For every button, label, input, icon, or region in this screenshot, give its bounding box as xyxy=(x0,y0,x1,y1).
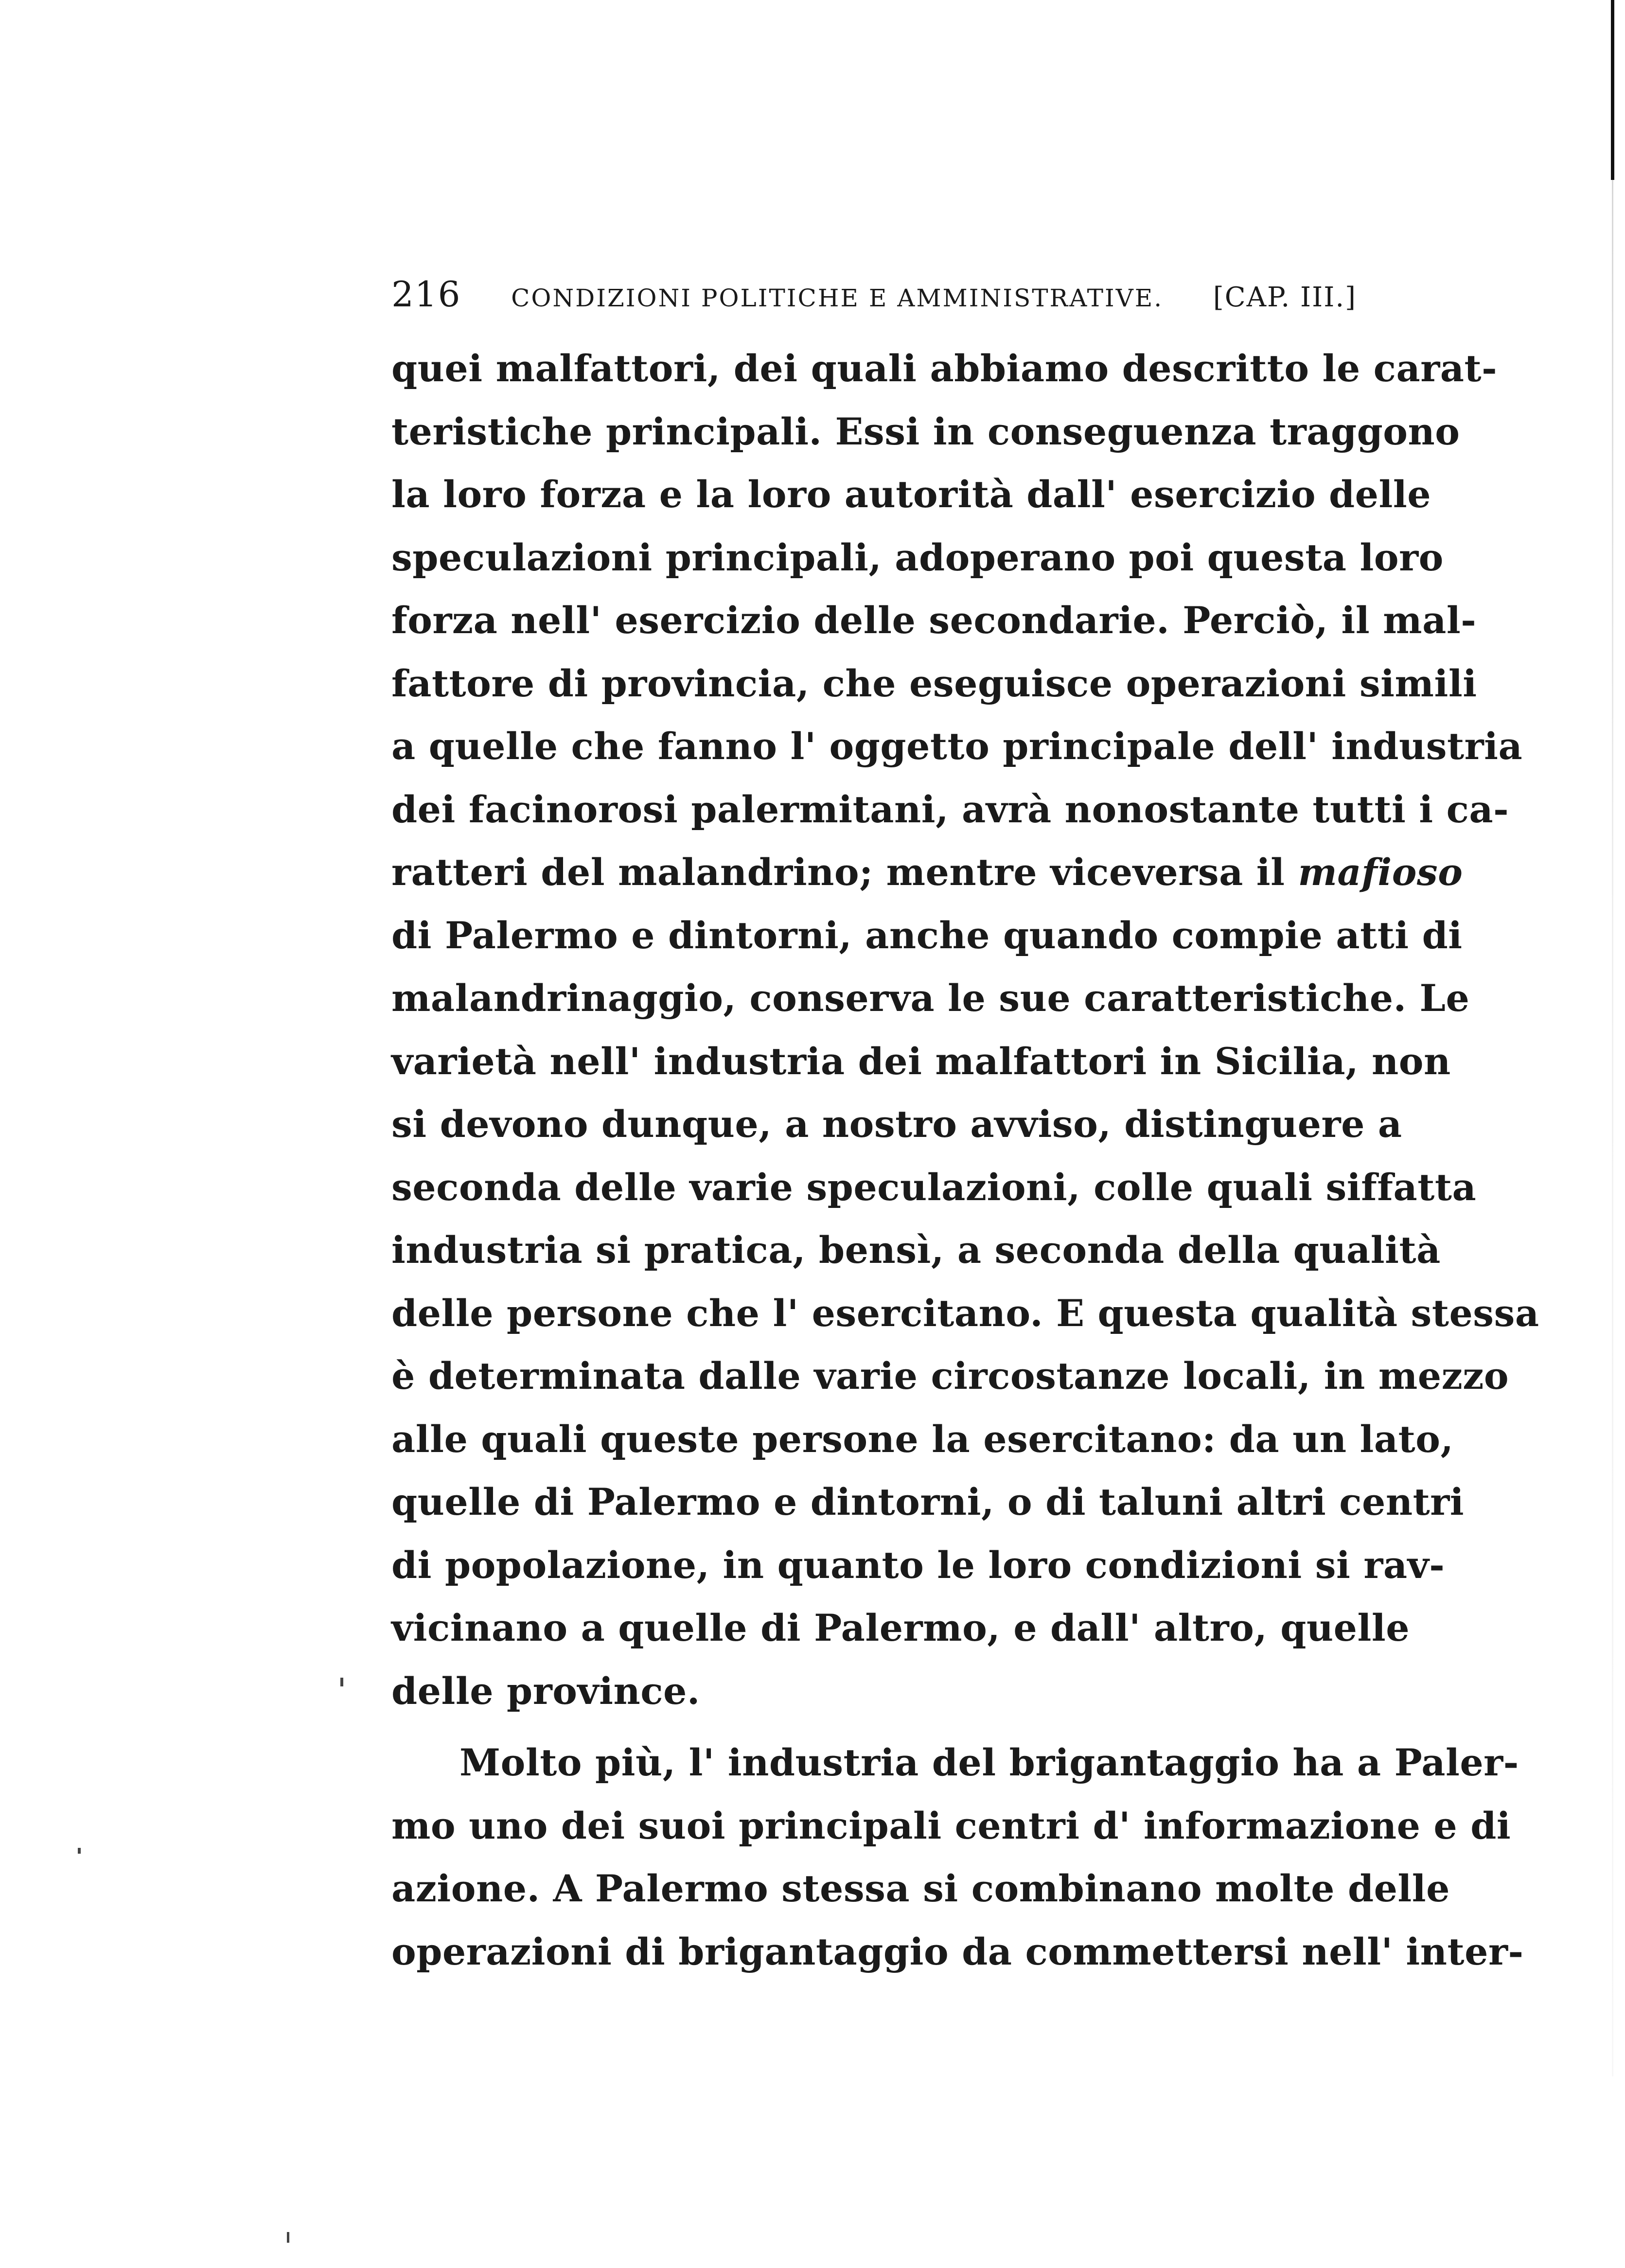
running-head-title: CONDIZIONI POLITICHE E AMMINISTRATIVE. xyxy=(511,284,1164,312)
text-line: vicinano a quelle di Palermo, e dall' altro, quelle xyxy=(391,1606,1410,1649)
text-line: mo uno dei suoi principali centri d' informazione e di xyxy=(391,1804,1511,1847)
scan-edge-shadow xyxy=(1612,180,1613,2076)
paragraph-end-line: delle province. xyxy=(391,1669,700,1713)
running-head xyxy=(391,270,1357,323)
text-line: delle persone che l' esercitano. E questa qualità stessa xyxy=(391,1291,1539,1335)
paragraph-start-line: Molto più, l' industria del brigantaggio ha a Paler- xyxy=(459,1741,1519,1784)
scan-edge-line xyxy=(1611,0,1614,180)
text-line: alle quali queste persone la esercitano: da un lato, xyxy=(391,1417,1454,1461)
italic-word-mafioso: mafioso xyxy=(1298,850,1463,894)
text-line: forza nell' esercizio delle secondarie. Perciò, il mal- xyxy=(391,599,1477,642)
text-line: azione. A Palermo stessa si combinano molte delle xyxy=(391,1867,1450,1910)
text-line-with-italic xyxy=(391,841,1463,904)
text-line: industria si pratica, bensì, a seconda della qualità xyxy=(391,1228,1441,1272)
text-line: di Palermo e dintorni, anche quando compie atti di xyxy=(391,913,1463,957)
body-text xyxy=(391,337,1539,1983)
text-line: varietà nell' industria dei malfattori in Sicilia, non xyxy=(391,1039,1451,1083)
text-line: speculazioni principali, adoperano poi questa loro xyxy=(391,535,1444,579)
text-line: malandrinaggio, conserva le sue caratteristiche. Le xyxy=(391,976,1470,1020)
scan-speck xyxy=(78,1848,81,1854)
text-line: a quelle che fanno l' oggetto principale dell' industria xyxy=(391,725,1523,768)
text-line: quei malfattori, dei quali abbiamo descritto le carat- xyxy=(391,347,1498,390)
chapter-label: [CAP. III.] xyxy=(1213,282,1357,313)
text-line-segment: ratteri del malandrino; mentre viceversa il xyxy=(391,850,1285,894)
text-line: fattore di provincia, che eseguisce operazioni simili xyxy=(391,661,1477,705)
text-line: seconda delle varie speculazioni, colle quali siffatta xyxy=(391,1165,1477,1209)
text-line: dei facinorosi palermitani, avrà nonostante tutti i ca- xyxy=(391,787,1509,831)
text-line: quelle di Palermo e dintorni, o di taluni altri centri xyxy=(391,1480,1465,1524)
scan-speck xyxy=(287,2232,289,2243)
page-number: 216 xyxy=(391,274,461,315)
text-line: la loro forza e la loro autorità dall' esercizio delle xyxy=(391,473,1431,516)
text-line: è determinata dalle varie circostanze locali, in mezzo xyxy=(391,1354,1509,1398)
text-line: si devono dunque, a nostro avviso, distinguere a xyxy=(391,1102,1402,1146)
book-page xyxy=(391,270,1539,1983)
scan-speck xyxy=(340,1678,343,1686)
text-line: teristiche principali. Essi in conseguenza traggono xyxy=(391,409,1460,453)
text-line: operazioni di brigantaggio da commettersi nell' inter- xyxy=(391,1930,1524,1973)
text-line: di popolazione, in quanto le loro condizioni si rav- xyxy=(391,1543,1445,1587)
